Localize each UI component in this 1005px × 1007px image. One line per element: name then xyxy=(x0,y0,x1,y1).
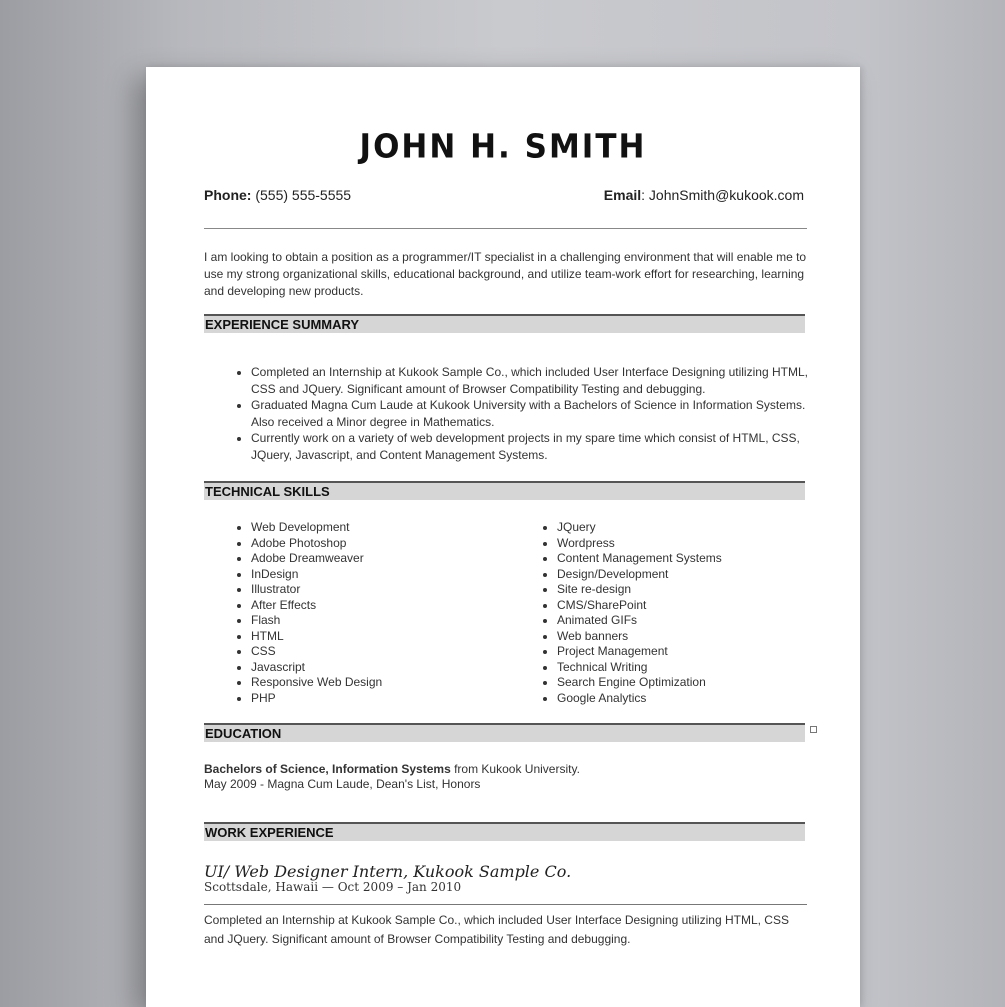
experience-item: • Graduated Magna Cum Laude at Kukook University with a Bachelors of Science in Information Systems. Also received a Minor degree in Mathematics. xyxy=(251,397,829,430)
skills-list-left xyxy=(230,520,531,706)
skills-list-right xyxy=(536,520,827,706)
resume-name: JOHN H. SMITH xyxy=(359,128,647,166)
job-divider xyxy=(204,904,807,905)
anchor-marker xyxy=(810,726,817,733)
skill-item: • Illustrator xyxy=(251,582,531,598)
skill-item: • Content Management Systems xyxy=(557,551,827,567)
skill-item: • CMS/SharePoint xyxy=(557,598,827,614)
education-heading: EDUCATION xyxy=(204,723,805,742)
job-title: UI/ Web Designer Intern, Kukook Sample Co. xyxy=(204,862,572,881)
experience-summary-list xyxy=(230,364,829,463)
technical-skills-heading: TECHNICAL SKILLS xyxy=(204,481,805,500)
education-degree: Bachelors of Science, Information Systems xyxy=(204,762,451,776)
skill-item: • Search Engine Optimization xyxy=(557,675,827,691)
skill-item: • Technical Writing xyxy=(557,660,827,676)
education-school: from Kukook University. xyxy=(450,762,580,776)
resume-page xyxy=(146,67,860,1007)
skill-item: • InDesign xyxy=(251,567,531,583)
phone-label: Phone: xyxy=(204,187,252,203)
header-divider xyxy=(204,228,807,229)
skill-item: • PHP xyxy=(251,691,531,707)
skill-item: • Site re-design xyxy=(557,582,827,598)
skill-item: • Web banners xyxy=(557,629,827,645)
skill-item: • HTML xyxy=(251,629,531,645)
skill-item: • Javascript xyxy=(251,660,531,676)
skill-item: • Project Management xyxy=(557,644,827,660)
work-experience-heading: WORK EXPERIENCE xyxy=(204,822,805,841)
experience-item: • Currently work on a variety of web development projects in my spare time which consist of HTML, CSS, JQuery, Javascript, and Content Management Systems. xyxy=(251,430,829,463)
experience-summary-heading: EXPERIENCE SUMMARY xyxy=(204,314,805,333)
skill-item: • Web Development xyxy=(251,520,531,536)
skill-item: • Design/Development xyxy=(557,567,827,583)
skill-item: • Animated GIFs xyxy=(557,613,827,629)
email-value: : JohnSmith@kukook.com xyxy=(641,187,804,203)
skill-item: • Responsive Web Design xyxy=(251,675,531,691)
experience-item: • Completed an Internship at Kukook Sample Co., which included User Interface Designing utilizing HTML, CSS and JQuery. Significant amount of Browser Compatibility Testing and debugging. xyxy=(251,364,829,397)
job-location-dates: Scottsdale, Hawaii — Oct 2009 – Jan 2010 xyxy=(204,880,462,894)
skill-item: • Adobe Photoshop xyxy=(251,536,531,552)
email-line xyxy=(604,187,804,203)
skill-item: • Wordpress xyxy=(557,536,827,552)
education-degree-line xyxy=(204,762,580,777)
job-description: Completed an Internship at Kukook Sample Co., which included User Interface Designing utilizing HTML, CSS and JQuery. Significant amount of Browser Compatibility Testing and debugging. xyxy=(204,913,789,946)
email-label: Email xyxy=(603,187,642,203)
phone-line xyxy=(204,187,351,203)
phone-value: (555) 555-5555 xyxy=(251,187,352,203)
objective-text: I am looking to obtain a position as a programmer/IT specialist in a challenging environment that will enable me to use my strong organizational skills, educational background, and utilize team-work effort for researching, learning and developing new products. xyxy=(204,250,807,298)
skill-item: • Google Analytics xyxy=(557,691,827,707)
skill-item: • JQuery xyxy=(557,520,827,536)
skill-item: • Flash xyxy=(251,613,531,629)
skill-item: • CSS xyxy=(251,644,531,660)
education-details: May 2009 - Magna Cum Laude, Dean's List, Honors xyxy=(204,777,481,791)
skill-item: • Adobe Dreamweaver xyxy=(251,551,531,567)
skill-item: • After Effects xyxy=(251,598,531,614)
